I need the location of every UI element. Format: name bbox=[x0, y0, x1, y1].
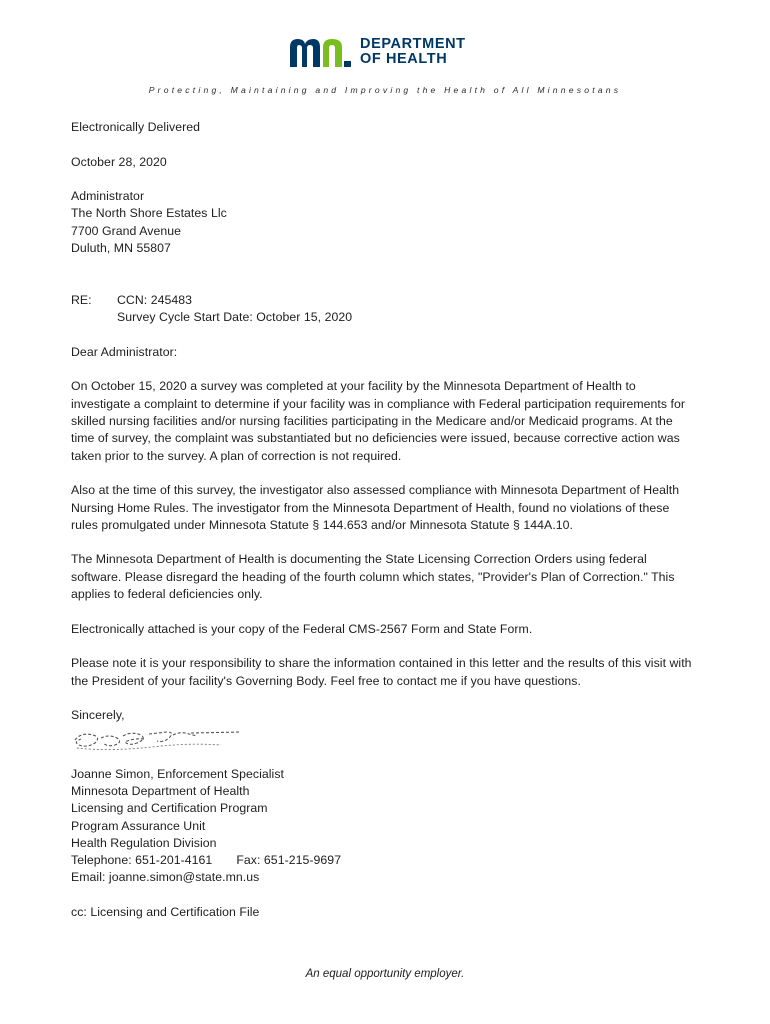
signer-line: Program Assurance Unit bbox=[71, 818, 206, 833]
body-paragraph: Electronically attached is your copy of the Federal CMS-2567 Form and State Form. bbox=[71, 621, 533, 636]
recipient-address bbox=[71, 188, 696, 257]
signer-line: Health Regulation Division bbox=[71, 835, 217, 850]
letter-date: October 28, 2020 bbox=[71, 154, 167, 169]
mdh-logo bbox=[288, 34, 466, 70]
telephone: Telephone: 651-201-4161 bbox=[71, 853, 213, 868]
salutation: Dear Administrator: bbox=[71, 344, 178, 359]
address-line: Duluth, MN 55807 bbox=[71, 241, 171, 256]
signer-line: Minnesota Department of Health bbox=[71, 783, 250, 798]
logo-line-2: OF HEALTH bbox=[360, 51, 448, 67]
contact-phone-fax bbox=[71, 852, 696, 869]
body-paragraph: Please note it is your responsibility to share the information contained in this letter and the results of this visit with the President of your facility's Governing Body. Feel free to contact me if you have questions. bbox=[71, 656, 692, 688]
address-line: The North Shore Estates Llc bbox=[71, 206, 227, 221]
address-line: 7700 Grand Avenue bbox=[71, 223, 182, 238]
email: Email: joanne.simon@state.mn.us bbox=[71, 870, 260, 885]
fax: Fax: 651-215-9697 bbox=[236, 853, 342, 868]
body-paragraph: The Minnesota Department of Health is documenting the State Licensing Correction Orders using federal software. Please disregard the heading of the fourth column which states, "Provider's Plan of Correction." This applies to federal deficiencies only. bbox=[71, 552, 675, 602]
signer-line: Joanne Simon, Enforcement Specialist bbox=[71, 766, 285, 781]
footer-text: An equal opportunity employer. bbox=[305, 968, 465, 980]
delivery-method: Electronically Delivered bbox=[71, 120, 201, 134]
signer-line: Licensing and Certification Program bbox=[71, 801, 268, 816]
cc-line: cc: Licensing and Certification File bbox=[71, 905, 260, 920]
body-paragraph: Also at the time of this survey, the investigator also assessed compliance with Minnesota Department of Health Nursing Home Rules. The investigator from the Minnesota Department of Health, found no violations of these rules promulgated under Minnesota Statute § 144.653 and/or Minnesota Statute § 144A.10. bbox=[71, 483, 680, 532]
signer-block bbox=[71, 766, 696, 887]
logo-line-1: DEPARTMENT bbox=[360, 36, 466, 52]
mn-logo-mark-icon bbox=[288, 37, 352, 67]
address-line: Administrator bbox=[71, 189, 145, 204]
signature-icon bbox=[71, 726, 251, 760]
re-block bbox=[71, 292, 696, 327]
closing: Sincerely, bbox=[71, 708, 125, 723]
re-label: RE: bbox=[71, 292, 92, 307]
re-ccn: CCN: 245483 bbox=[117, 292, 193, 307]
tagline: Protecting, Maintaining and Improving the Health of All Minnesotans bbox=[148, 85, 622, 95]
body-paragraph: On October 15, 2020 a survey was completed at your facility by the Minnesota Department of Health to investigate a complaint to determine if your facility was in compliance with Federal participation requirements for skilled nursing facilities and/or nursing facilities participating in the Medicare and/or Medicaid programs. At the time of survey, the complaint was substantiated but no deficiencies were issued, because corrective action was taken prior to the survey. A plan of correction is not required. bbox=[71, 379, 686, 463]
letter-body bbox=[71, 119, 696, 921]
re-survey-date: Survey Cycle Start Date: October 15, 2020 bbox=[117, 310, 353, 325]
